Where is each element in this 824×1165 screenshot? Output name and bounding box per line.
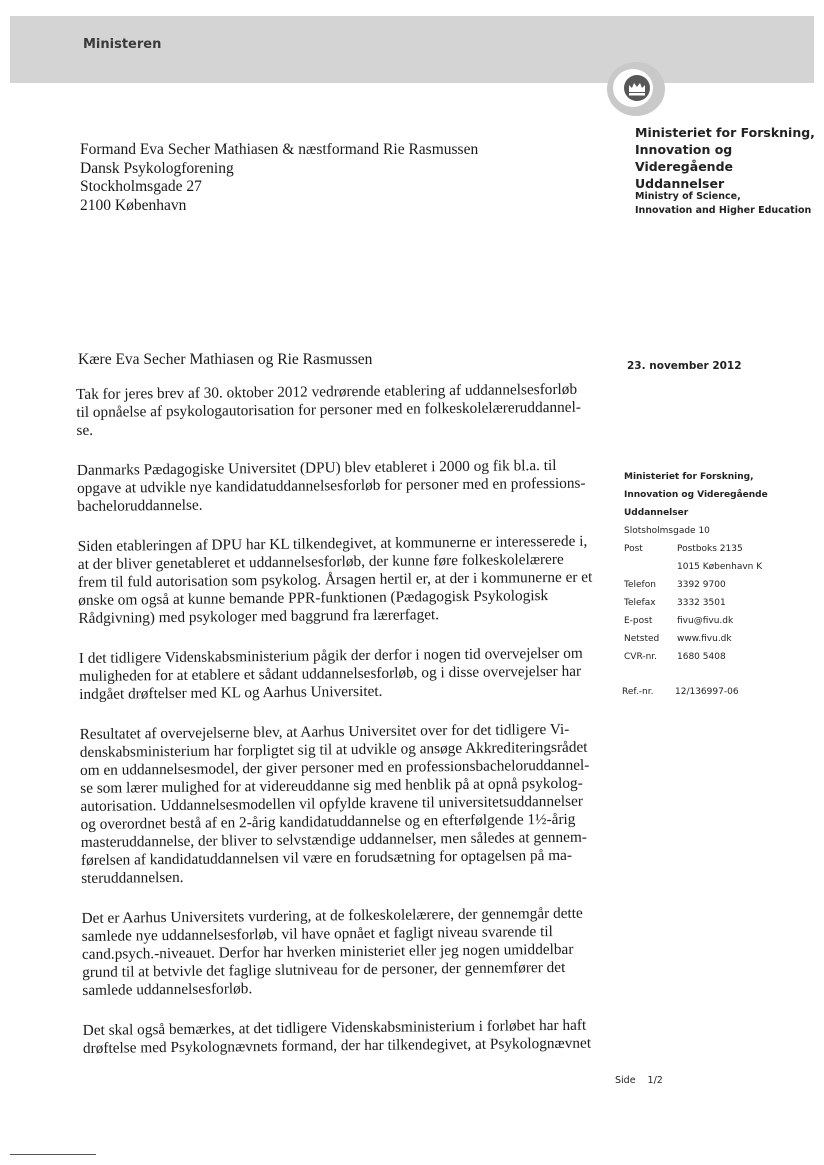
contact-row [624, 558, 814, 576]
contact-row [624, 594, 814, 612]
contact-label: Telefax [624, 598, 656, 608]
ref-label: Ref.-nr. [622, 687, 654, 697]
contact-value: 3392 9700 [677, 580, 726, 590]
ministry-name-line: Ministeriet for Forskning, [635, 125, 815, 140]
divider [10, 1154, 96, 1155]
recipient-line: 2100 København [80, 196, 187, 214]
contact-row [624, 648, 814, 666]
contact-value: 3332 3501 [677, 598, 726, 608]
body-paragraph: Siden etableringen af DPU har KL tilkendegivet, at kommunerne er interesserede i, at der bliver genetableret et uddannelsesforløb, der kunne føre folkeskolelærere frem til fuld autorisation som psykolog. Årsagen hertil er, at der i kommunerne er et ønske om også at kunne bemande PPR-funktionen (Pædagogisk Psykologisk Rådgivning) med psykologer med baggrund fra lærerfaget. [77, 532, 593, 627]
reference-number [622, 687, 812, 697]
ministry-name-line: Uddannelser [635, 176, 725, 191]
contact-label: Netsted [624, 634, 660, 644]
contact-website[interactable]: www.fivu.dk [677, 634, 732, 644]
contact-label: Telefon [624, 580, 656, 590]
page-number: 1/2 [647, 1075, 663, 1086]
body-paragraph: Det er Aarhus Universitets vurdering, at de folkeskolelærere, der gennemgår dette samlede nye uddannelsesforløb, vil have opnået et fagligt niveau svarende til cand.psych.-niveauet. Derfor har hverken ministeriet eller jeg nogen umiddelbar grund til at betvivle det faglige slutniveau for de personer, der gennemfører det samlede uddannelsesforløb. [81, 904, 583, 999]
body-paragraph: Resultatet af overvejelserne blev, at Aarhus Universitet over for det tidligere Vi-denskabsministerium har forpligtet sig til at udvikle og ansøge Akkrediteringsrådet om en uddannelsesmodel, der giver personer med en professionsbacheloruddannel-se som lærer mulighed for at videreuddanne sig med henblik på at opnå psykolog-autorisation. Uddannelsesmodellen vil opfylde kravene til universitetsuddannelser og overordnet bestå af en 2-årig kandidatuddannelse og en efterfølgende 1½-årig masteruddannelse, der bliver to selvstændige uddannelser, men således at gennem-førelsen af kandidatuddannelsen vil være en forudsætning for optagelsen på ma-steruddannelsen. [79, 720, 590, 887]
ministry-name-en-line: Ministry of Science, [635, 191, 741, 202]
contact-value: 1680 5408 [677, 652, 726, 662]
contact-label: CVR-nr. [624, 652, 658, 662]
letter-date: 23. november 2012 [627, 360, 742, 372]
body-paragraph: Danmarks Pædagogiske Universitet (DPU) blev etableret i 2000 og fik bl.a. til opgave at udvikle nye kandidatuddannelsesforløb for personer med en professions-bacheloruddannelse. [76, 456, 586, 515]
ministry-name-en-line: Innovation and Higher Education [635, 205, 812, 216]
crown-logo-icon [605, 58, 667, 120]
recipient-address [80, 141, 478, 215]
body-paragraph: I det tidligere Videnskabsministerium pågik der derfor i nogen tid overvejelser om muligheden for at etablere et sådant uddannelsesforløb, og i disse overvejelser har indgået drøftelser med KL og Aarhus Universitet. [78, 644, 583, 703]
body-paragraph: Tak for jeres brev af 30. oktober 2012 vedrørende etablering af uddannelsesforløb til opnåelse af psykologautorisation for personer med en folkeskolelæreruddannel-se. [76, 380, 581, 439]
recipient-line: Dansk Psykologforening [80, 159, 234, 177]
contact-street [624, 522, 814, 540]
contact-row [624, 612, 814, 630]
contact-label: Post [624, 544, 643, 554]
contact-street-value: Slotsholmsgade 10 [624, 526, 710, 536]
contact-row [624, 576, 814, 594]
contact-org-line: Innovation og Videregående [624, 490, 768, 500]
contact-email[interactable]: fivu@fivu.dk [677, 616, 734, 626]
ministry-name-da [635, 124, 820, 192]
letter-body [76, 381, 599, 1080]
contact-value: 1015 København K [677, 562, 763, 572]
recipient-line: Stockholmsgade 27 [80, 178, 202, 195]
body-paragraph: Det skal også bemærkes, at det tidligere Videnskabsministerium i forløbet har haft drøftelse med Psykolognævnets formand, der har tilkendegivet, at Psykolognævnet [82, 1016, 592, 1057]
page-label: Side [615, 1075, 636, 1086]
ministry-name-line: Innovation og Videregående [635, 142, 733, 174]
contact-row [624, 630, 814, 648]
contact-block [624, 468, 814, 666]
ref-value: 12/136997-06 [675, 687, 739, 697]
recipient-line: Formand Eva Secher Mathiasen & næstformand Rie Rasmussen [80, 141, 479, 158]
ministry-name-en [635, 190, 820, 218]
header-label: Ministeren [83, 37, 162, 52]
contact-label: E-post [624, 616, 653, 626]
contact-org-line: Uddannelser [624, 508, 689, 518]
contact-value: Postboks 2135 [677, 544, 743, 554]
salutation: Kære Eva Secher Mathiasen og Rie Rasmussen [78, 351, 373, 368]
contact-row [624, 540, 814, 558]
page-indicator [615, 1075, 663, 1086]
contact-org-line: Ministeriet for Forskning, [624, 472, 754, 482]
